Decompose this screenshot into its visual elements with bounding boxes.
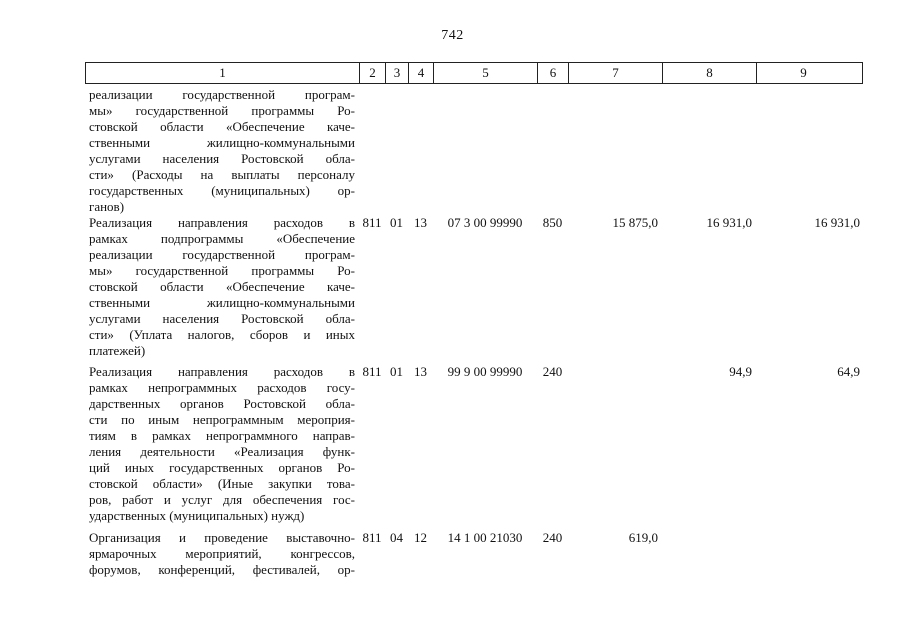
cell-target-article: 99 9 00 99990 (447, 364, 523, 379)
cell-section: 04 (390, 530, 403, 545)
cell-amount-9: 16 931,0 (814, 215, 860, 230)
row-description: реализации государственной програм- мы» государственной программы Ро- стовской области «Обеспечение каче- ственными жилищно-коммунальными услугами населения Ростовской обла- сти» (Расходы на выплаты персоналу государственных (муниципальных) ор- ганов) (89, 87, 355, 214)
cell-subsection: 13 (414, 364, 427, 379)
cell-section: 01 (390, 364, 403, 379)
column-header-9: 9 (800, 65, 807, 80)
column-header-5: 5 (434, 63, 538, 83)
column-header-2: 2 (360, 63, 386, 83)
column-header-6: 6 (538, 63, 569, 83)
column-header-8: 8 (663, 63, 757, 83)
cell-expense-type: 240 (542, 364, 563, 379)
cell-ministry-code: 811 (362, 364, 382, 379)
cell-ministry-code: 811 (362, 530, 382, 545)
row-description: Организация и проведение выставочно- ярмарочных мероприятий, конгрессов, форумов, конференций, фестивалей, ор- (89, 530, 355, 577)
page-number: 742 (441, 28, 464, 43)
cell-amount-8: 16 931,0 (706, 215, 752, 230)
cell-target-article: 07 3 00 99990 (447, 215, 523, 230)
table-column-header (85, 62, 863, 84)
cell-amount-8: 94,9 (729, 364, 752, 379)
cell-amount-7: 15 875,0 (612, 215, 658, 230)
column-header-7: 7 (569, 63, 663, 83)
cell-amount-7: 619,0 (628, 530, 658, 545)
cell-target-article: 14 1 00 21030 (447, 530, 523, 545)
cell-section: 01 (390, 215, 403, 230)
cell-amount-9: 64,9 (837, 364, 860, 379)
column-header-4: 4 (409, 63, 434, 83)
cell-subsection: 13 (414, 215, 427, 230)
cell-subsection: 12 (414, 530, 427, 545)
cell-expense-type: 850 (542, 215, 563, 230)
cell-ministry-code: 811 (362, 215, 382, 230)
cell-expense-type: 240 (542, 530, 563, 545)
row-description: Реализация направления расходов в рамках подпрограммы «Обеспечение реализации государственной програм- мы» государственной программы Ро- стовской области «Обеспечение каче- ственными жилищно-коммунальными услугами населения Ростовской обла- сти» (Уплата налогов, сборов и иных платежей) (89, 215, 355, 358)
column-header-1: 1 (86, 63, 360, 83)
row-description: Реализация направления расходов в рамках непрограммных расходов госу- дарственных органов Ростовской обла- сти по иным непрограммным мероприя- тиям в рамках непрограммного направ- ления деятельности «Реализация функ- ций иных государственных органов Ро- стовской области» (Иные закупки това- ров, работ и услуг для обеспечения гос- ударственных (муниципальных) нужд) (89, 364, 355, 523)
column-header-3: 3 (386, 63, 409, 83)
